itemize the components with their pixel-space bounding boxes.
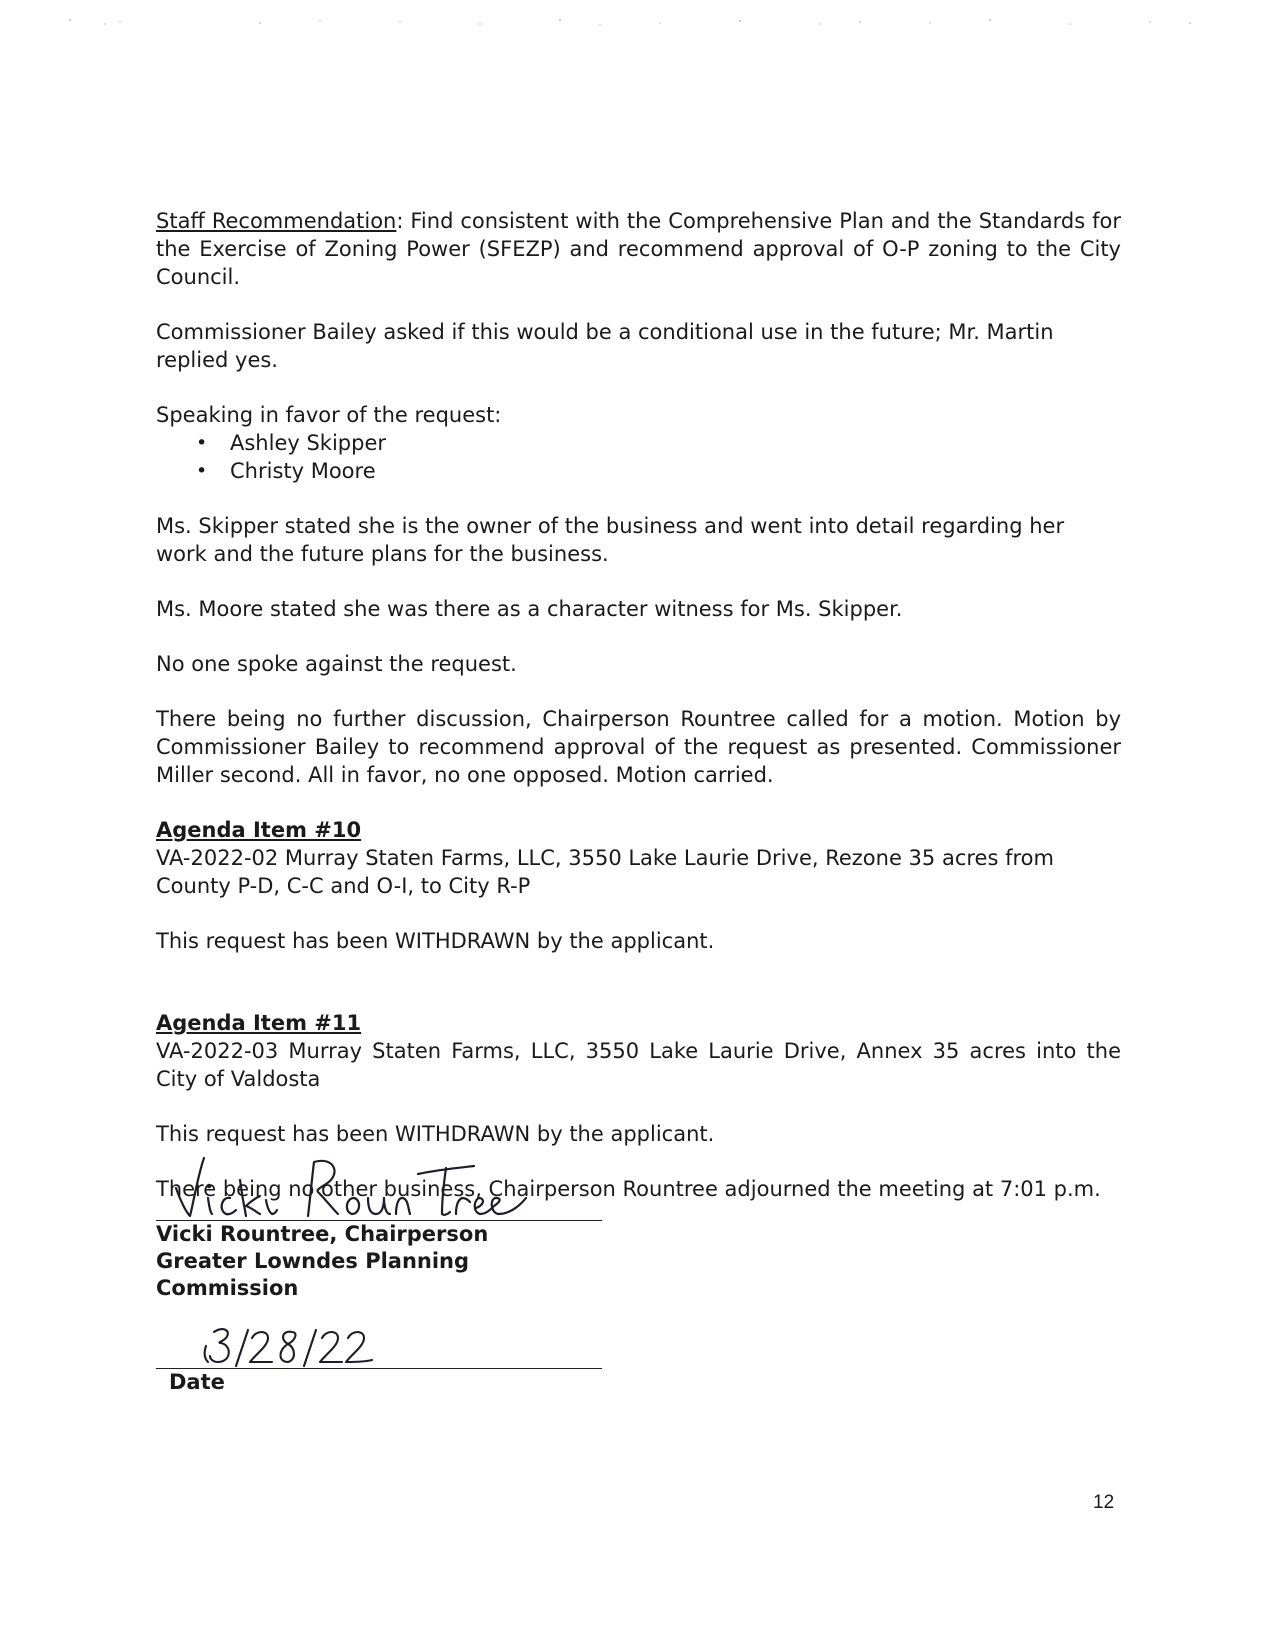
against-paragraph: No one spoke against the request. [156, 652, 517, 676]
agenda-item-10-heading: Agenda Item #10 [156, 818, 362, 842]
agenda-item-10-status: This request has been WITHDRAWN by the applicant. [156, 929, 715, 953]
agenda-item-11-description: VA-2022-03 Murray Staten Farms, LLC, 3550 Lake Laurie Drive, Annex 35 acres into the City of Valdosta [156, 1039, 1121, 1091]
speaking-favor-heading: Speaking in favor of the request: [156, 403, 502, 427]
handwritten-signature [156, 1150, 606, 1220]
list-item: • Ashley Skipper [230, 429, 1121, 457]
skipper-paragraph: Ms. Skipper stated she is the owner of the business and went into detail regarding her work and the future plans for the business. [156, 514, 1065, 566]
scan-noise [60, 14, 1210, 34]
motion-paragraph: There being no further discussion, Chairperson Rountree called for a motion. Motion by Commissioner Bailey to recommend approval of the request as presented. Commissioner Miller second. All in favor, no one opposed. Motion carried. [156, 707, 1121, 787]
signer-organization: Greater Lowndes Planning Commission [156, 1249, 470, 1300]
bailey-question-paragraph: Commissioner Bailey asked if this would be a conditional use in the future; Mr. Martin replied yes. [156, 320, 1054, 372]
staff-recommendation-label: Staff Recommendation [156, 209, 397, 233]
agenda-item-10-description: VA-2022-02 Murray Staten Farms, LLC, 3550 Lake Laurie Drive, Rezone 35 acres from County P-D, C-C and O-I, to City R-P [156, 846, 1054, 898]
staff-recommendation-text: : Find consistent with the Comprehensive Plan and the Standards for the Exercise of Zoning Power (SFEZP) and recommend approval of O-P zoning to the City Council. [156, 209, 1121, 289]
minutes-body [156, 207, 1121, 1203]
agenda-item-11-status: This request has been WITHDRAWN by the applicant. [156, 1122, 715, 1146]
adjourn-paragraph: There being no other business, Chairperson Rountree adjourned the meeting at 7:01 p.m. [156, 1177, 1101, 1201]
date-label: Date [169, 1370, 225, 1394]
page-number: 12 [1093, 1492, 1115, 1513]
signer-name-title: Vicki Rountree, Chairperson [156, 1222, 489, 1246]
staff-recommendation [156, 207, 1121, 291]
speaker-list [156, 429, 1121, 485]
moore-paragraph: Ms. Moore stated she was there as a character witness for Ms. Skipper. [156, 597, 903, 621]
list-item: • Christy Moore [230, 457, 1121, 485]
handwritten-date [156, 1322, 606, 1368]
date-block [156, 1322, 606, 1396]
signature-block [156, 1150, 606, 1302]
agenda-item-11-heading: Agenda Item #11 [156, 1011, 362, 1035]
